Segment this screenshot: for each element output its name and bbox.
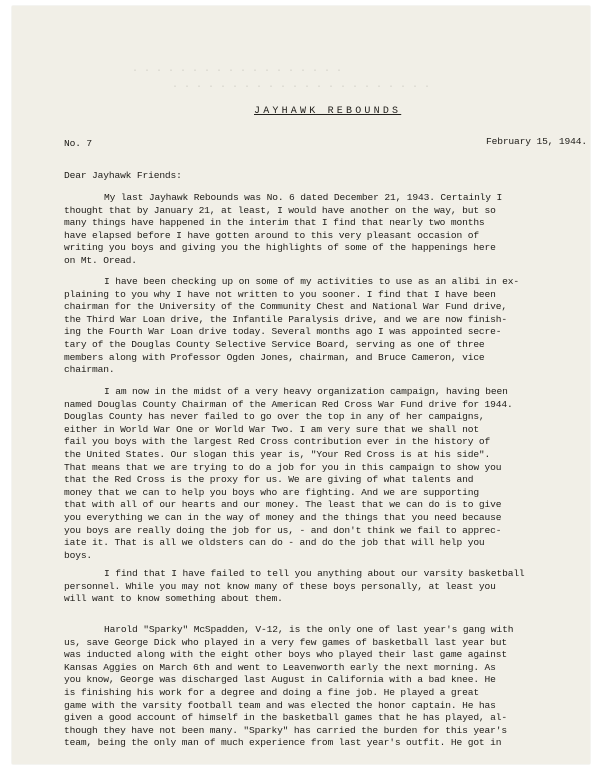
- text-line: ing the Fourth War Loan drive today. Several months ago I was appointed secre-: [64, 326, 502, 338]
- text-line: will want to know something about them.: [64, 593, 283, 605]
- letter-page: [12, 6, 590, 764]
- issue-number: No. 7: [64, 138, 93, 149]
- text-line: was inducted along with the eight other boys who played their last game against: [64, 649, 507, 661]
- text-line: on Mt. Oread.: [64, 254, 137, 266]
- paragraph-3: [64, 386, 513, 562]
- text-line: iate it. That is all we oldsters can do - and do the job that will help you: [64, 537, 485, 549]
- text-line: I find that I have failed to tell you anything about our varsity basketball: [104, 568, 525, 579]
- text-line: is finishing his work for a degree and doing a fine job. He played a great: [64, 686, 479, 698]
- text-line: that the Red Cross is the proxy for us. We are giving of what talents and: [64, 474, 474, 486]
- text-line: have elapsed before I have gotten around to this very pleasant occasion of: [64, 229, 479, 241]
- paragraph-4: [64, 568, 525, 606]
- text-line: though they have not been many. "Sparky" has carried the burden for this year's: [64, 724, 507, 736]
- salutation: Dear Jayhawk Friends:: [64, 170, 182, 181]
- text-line: That means that we are trying to do a job for you in this campaign to show you: [64, 461, 502, 473]
- letter-date: February 15, 1944.: [486, 136, 587, 147]
- text-line: the Third War Loan drive, the Infantile Paralysis drive, and we are now finish-: [64, 313, 507, 325]
- text-line: Kansas Aggies on March 6th and went to Leavenworth early the next morning. As: [64, 661, 496, 673]
- text-line: team, being the only man of much experience from last year's outfit. He got in: [64, 737, 502, 749]
- letter-title: JAYHAWK REBOUNDS: [254, 106, 402, 117]
- text-line: chairman.: [64, 364, 115, 376]
- text-line: Harold "Sparky" McSpadden, V-12, is the only one of last year's gang with: [104, 624, 514, 635]
- text-line: I am now in the midst of a very heavy organization campaign, having been: [104, 386, 508, 397]
- text-line: the United States. Our slogan this year is, "Your Red Cross is at his side".: [64, 448, 491, 460]
- text-line: members along with Professor Ogden Jones, chairman, and Bruce Cameron, vice: [64, 351, 485, 363]
- bleed-through-text: . . . . . . . . . . . . . . . . . . . . . . . . . . . . . . . . . . . . . . . .: [132, 64, 431, 91]
- text-line: My last Jayhawk Rebounds was No. 6 dated December 21, 1943. Certainly I: [104, 192, 503, 203]
- text-line: thought that by January 21, at least, I would have another on the way, but so: [64, 204, 496, 216]
- text-line: you know, George was discharged last August in California with a bad knee. He: [64, 674, 496, 686]
- text-line: plaining to you why I have not written to you sooner. I find that I have been: [64, 288, 496, 300]
- text-line: you everything we can in the way of money and the things that you need because: [64, 511, 502, 523]
- text-line: us, save George Dick who played in a very few games of basketball last year but: [64, 636, 507, 648]
- paragraph-1: [64, 192, 502, 268]
- text-line: fail you boys with the largest Red Cross contribution ever in the history of: [64, 436, 491, 448]
- text-line: writing you boys and giving you the highlights of some of the happenings here: [64, 242, 496, 254]
- text-line: Douglas County has never failed to go over the top in any of her campaigns,: [64, 411, 485, 423]
- text-line: either in World War One or World War Two. I am very sure that we shall not: [64, 423, 479, 435]
- text-line: you boys are really doing the job for us, - and don't think we fail to apprec-: [64, 524, 502, 536]
- text-line: boys.: [64, 549, 93, 561]
- text-line: I have been checking up on some of my activities to use as an alibi in ex-: [104, 276, 519, 287]
- text-line: many things have happened in the interim that I find that nearly two months: [64, 217, 485, 229]
- text-line: that with all of our hearts and our money. The least that we can do is to give: [64, 499, 502, 511]
- paragraph-5: [64, 624, 513, 750]
- text-line: given a good account of himself in the basketball games that he has played, al-: [64, 712, 507, 724]
- text-line: chairman for the University of the Community Chest and National War Fund drive,: [64, 301, 507, 313]
- text-line: money that we can to help you boys who are fighting. And we are supporting: [64, 486, 479, 498]
- text-line: game with the varsity football team and was elected the honor captain. He has: [64, 699, 496, 711]
- text-line: tary of the Douglas County Selective Service Board, serving as one of three: [64, 338, 485, 350]
- text-line: named Douglas County Chairman of the American Red Cross War Fund drive for 1944.: [64, 398, 513, 410]
- text-line: personnel. While you may not know many of these boys personally, at least you: [64, 580, 496, 592]
- paragraph-2: [64, 276, 519, 377]
